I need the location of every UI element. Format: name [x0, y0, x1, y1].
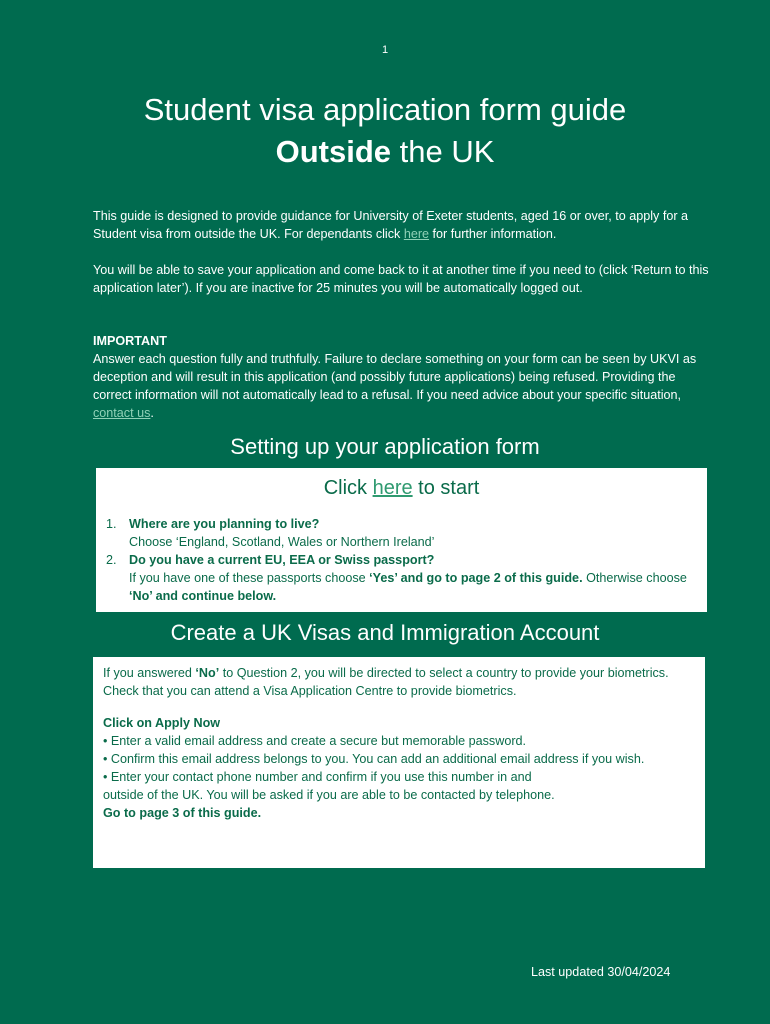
title-line-2 [0, 130, 770, 174]
page-title [0, 90, 770, 174]
answer-text: If you have one of these passports choose [129, 571, 370, 585]
setup-box [96, 468, 707, 612]
bullet-email: • Enter a valid email address and create a secure but memorable password. [103, 734, 527, 748]
bullet-confirm-email: • Confirm this email address belongs to you. You can add an additional email address if you wish. [103, 752, 645, 766]
click-text: Click [323, 477, 373, 499]
answer-yes: ‘Yes’ and go to page 2 of this guide. [369, 571, 583, 585]
important-text-end: . [150, 406, 154, 420]
title-line-1: Student visa application form guide [143, 92, 627, 127]
question-2 [96, 551, 707, 605]
question-title: Do you have a current EU, EEA or Swiss passport? [129, 553, 435, 567]
contact-us-link[interactable]: contact us [93, 406, 151, 420]
goto-page-3: Go to page 3 of this guide. [103, 806, 262, 820]
answer-no: ‘No’ and continue below. [129, 589, 277, 603]
intro-text: This guide is designed to provide guidance for University of Exeter students, aged 16 or over, to apply for a Student visa from outside the UK. For dependants click [93, 209, 689, 241]
question-1 [96, 515, 707, 551]
biometrics-no: ‘No’ [195, 666, 220, 680]
question-answer: Choose ‘England, Scotland, Wales or Northern Ireland’ [129, 535, 435, 549]
question-list [96, 515, 707, 605]
account-box [93, 657, 705, 868]
important-label: IMPORTANT [93, 334, 167, 348]
title-rest: the UK [391, 134, 495, 169]
start-here-link[interactable]: here [372, 477, 413, 499]
biometrics-text [103, 664, 695, 700]
bullet-phone: • Enter your contact phone number and confirm if you use this number in and [103, 770, 532, 784]
answer-text: Otherwise choose [582, 571, 687, 585]
question-answer [129, 569, 707, 605]
question-number: 2. [106, 553, 117, 567]
click-text-after: to start [412, 477, 480, 499]
question-title: Where are you planning to live? [129, 517, 320, 531]
section-heading-account: Create a UK Visas and Immigration Account [170, 620, 600, 645]
biometrics-text-a: If you answered [103, 666, 196, 680]
click-to-start [96, 475, 707, 501]
title-bold: Outside [275, 134, 391, 169]
intro-text-after: for further information. [429, 227, 557, 241]
important-section [93, 332, 713, 422]
intro-paragraph-1 [93, 207, 713, 243]
apply-now-label: Click on Apply Now [103, 716, 221, 730]
intro-paragraph-2 [93, 261, 713, 297]
important-text: Answer each question fully and truthfully. Failure to declare something on your form can be seen by UKVI as deception and will result in this application (and possibly future applications) being refused. Providing the correct information will not automatically lead to a refusal. If you need advice about your specific situation, [93, 352, 697, 402]
biometrics-text-c: to Question 2, you will be directed to select a country to provide your biometrics. Check that you can attend a Visa Application Centre to provide biometrics. [103, 666, 669, 698]
section-heading-setup: Setting up your application form [230, 434, 540, 459]
last-updated: Last updated 30/04/2024 [531, 965, 671, 979]
dependants-link[interactable]: here [403, 227, 430, 241]
save-info-text: You will be able to save your application and come back to it at another time if you need to (click ‘Return to this application later’). If you are inactive for 25 minutes you will be automatically logged out. [93, 263, 709, 295]
question-number: 1. [106, 517, 117, 531]
bullet-phone-cont: outside of the UK. You will be asked if you are able to be contacted by telephone. [103, 788, 555, 802]
page-number: 1 [381, 44, 389, 56]
